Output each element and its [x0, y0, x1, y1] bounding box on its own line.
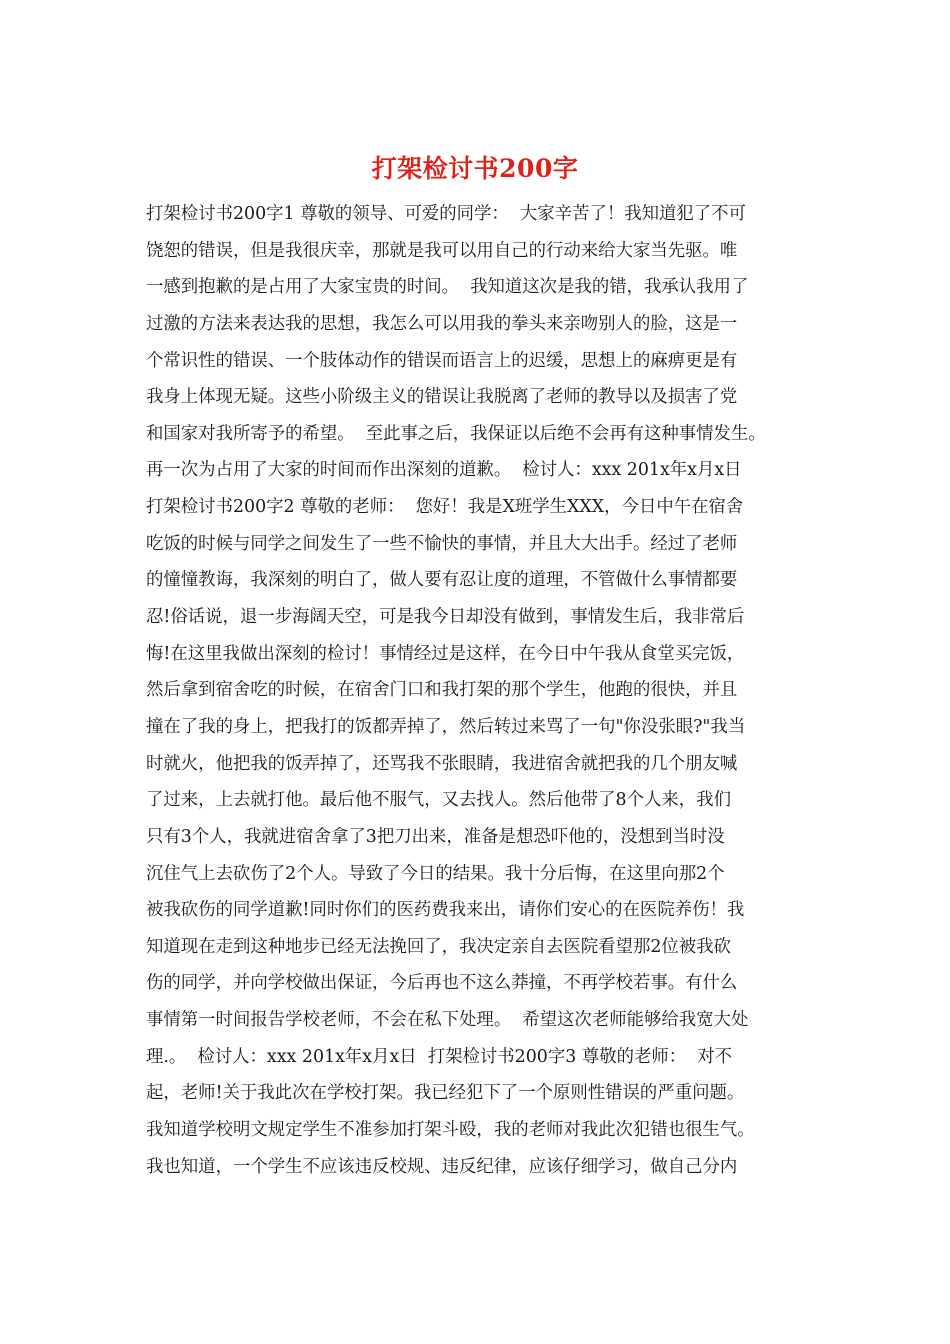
- body-line: 起，老师!关于我此次在学校打架。我已经犯下了一个原则性错误的严重问题。: [146, 1083, 745, 1104]
- body-line: 和国家对我所寄予的希望。 至此事之后，我保证以后绝不会再有这种事情发生。: [146, 423, 766, 444]
- body-line: 的憧憧教诲，我深刻的明白了，做人要有忍让度的道理，不管做什么事情都要: [146, 570, 738, 591]
- body-line: 理.。 检讨人：xxx 201x年x月x日 打架检讨书200字3 尊敬的老师： 对不: [146, 1046, 733, 1067]
- body-line: 再一次为占用了大家的时间而作出深刻的道歉。 检讨人：xxx 201x年x月x日: [146, 460, 742, 481]
- body-line: 饶恕的错误，但是我很庆幸，那就是我可以用自己的行动来给大家当先驱。唯: [146, 240, 738, 261]
- body-line: 只有3个人，我就进宿舍拿了3把刀出来，准备是想恐吓他的，没想到当时没: [146, 826, 725, 847]
- body-line: 撞在了我的身上，把我打的饭都弄掉了，然后转过来骂了一句"你没张眼?"我当: [146, 716, 746, 737]
- body-line: 过激的方法来表达我的思想，我怎么可以用我的拳头来亲吻别人的脸，这是一: [146, 313, 738, 334]
- body-line: 打架检讨书200字1 尊敬的领导、可爱的同学： 大家辛苦了！我知道犯了不可: [146, 204, 746, 224]
- body-line: 然后拿到宿舍吃的时候，在宿舍门口和我打架的那个学生，他跑的很快，并且: [146, 680, 738, 701]
- body-line: 伤的同学，并向学校做出保证，今后再也不这么莽撞，不再学校若事。有什么: [146, 973, 738, 994]
- body-line: 时就火，他把我的饭弄掉了，还骂我不张眼睛，我进宿舍就把我的几个朋友喊: [146, 753, 738, 774]
- body-line: 个常识性的错误、一个肢体动作的错误而语言上的迟缓，思想上的麻痹更是有: [146, 350, 738, 371]
- body-line: 忍!俗话说，退一步海阔天空，可是我今日却没有做到，事情发生后，我非常后: [146, 607, 745, 628]
- body-line: 打架检讨书200字2 尊敬的老师： 您好！我是X班学生XXX，今日中午在宿舍: [146, 497, 744, 518]
- body-line: 事情第一时间报告学校老师，不会在私下处理。 希望这次老师能够给我宽大处: [146, 1010, 749, 1031]
- body-line: 我身上体现无疑。这些小阶级主义的错误让我脱离了老师的教导以及损害了党: [146, 387, 738, 408]
- body-line: 我也知道，一个学生不应该违反校规、违反纪律，应该仔细学习，做自己分内: [146, 1156, 738, 1177]
- document-body: [146, 196, 826, 1185]
- body-line: 沉住气上去砍伤了2个人。导致了今日的结果。我十分后悔，在这里向那2个: [146, 863, 725, 884]
- body-line: 我知道学校明文规定学生不准参加打架斗殴，我的老师对我此次犯错也很生气。: [146, 1120, 755, 1141]
- document-title: 打架检讨书200字: [371, 154, 579, 183]
- body-line: 了过来，上去就打他。最后他不服气，又去找人。然后他带了8个人来，我们: [146, 790, 731, 811]
- body-line: 悔!在这里我做出深刻的检讨！事情经过是这样，在今日中午我从食堂买完饭，: [146, 643, 745, 664]
- body-line: 吃饭的时候与同学之间发生了一些不愉快的事情，并且大大出手。经过了老师: [146, 533, 738, 554]
- body-line: 一感到抱歉的是占用了大家宝贵的时间。 我知道这次是我的错，我承认我用了: [146, 277, 749, 298]
- body-line: 知道现在走到这种地步已经无法挽回了，我决定亲自去医院看望那2位被我砍: [146, 936, 731, 957]
- body-line: 被我砍伤的同学道歉!同时你们的医药费我来出，请你们安心的在医院养伤！我: [146, 900, 745, 921]
